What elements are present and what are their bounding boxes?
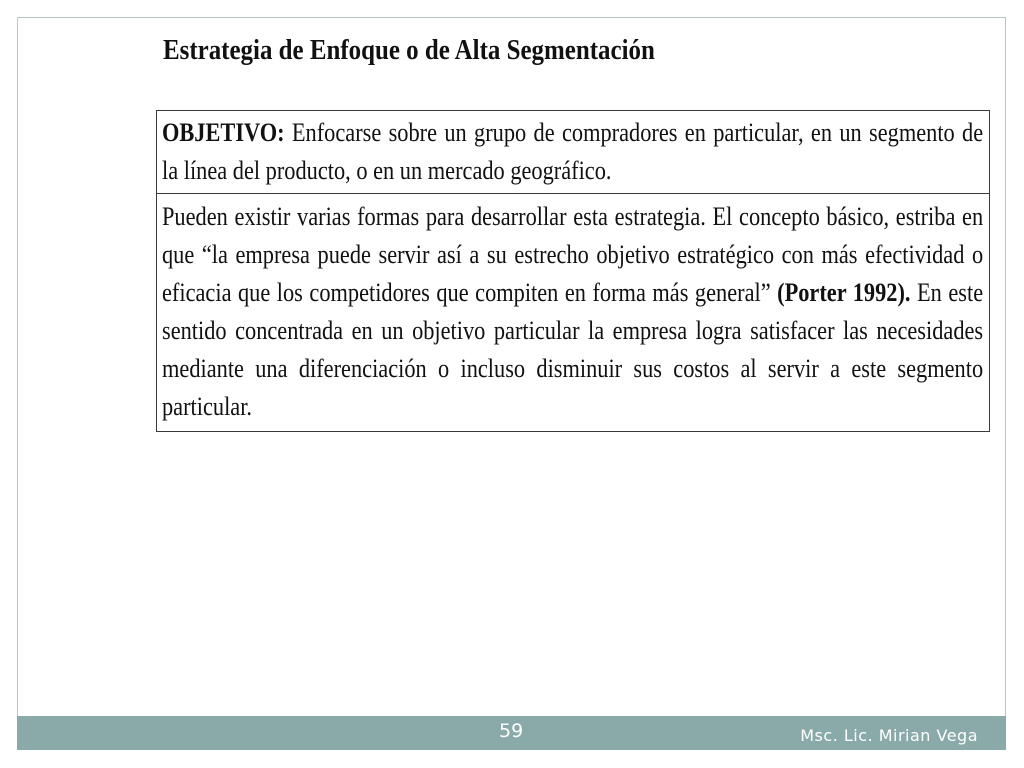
page-number: 59 [499, 720, 524, 742]
objective-paragraph [162, 114, 983, 190]
body-cell [157, 194, 990, 432]
citation-porter: (Porter 1992). [777, 278, 911, 307]
objective-text: Enfocarse sobre un grupo de compradores en particular, en un segmento de la línea del producto, o en un mercado geográfico. [162, 118, 984, 185]
body-text-after: En este sentido concentrada en un objetivo particular la empresa logra satisfacer las necesidades mediante una diferenciación o incluso disminuir sus costos al servir a este segmento particular. [162, 278, 984, 421]
author-credit: Msc. Lic. Mirian Vega [800, 726, 978, 745]
body-row [157, 194, 990, 432]
slide-title: Estrategia de Enfoque o de Alta Segmentación [163, 34, 655, 66]
objective-cell [157, 111, 990, 194]
content-table [156, 110, 990, 432]
body-paragraph [162, 198, 983, 426]
objective-row [157, 111, 990, 194]
objective-label: OBJETIVO: [162, 118, 285, 147]
body-text-before: Pueden existir varias formas para desarrollar esta estrategia. El concepto básico, estriba en que “la empresa puede servir así a su estrecho objetivo estratégico con más efectividad o eficacia que los competidores que compiten en forma más general” [162, 202, 984, 307]
